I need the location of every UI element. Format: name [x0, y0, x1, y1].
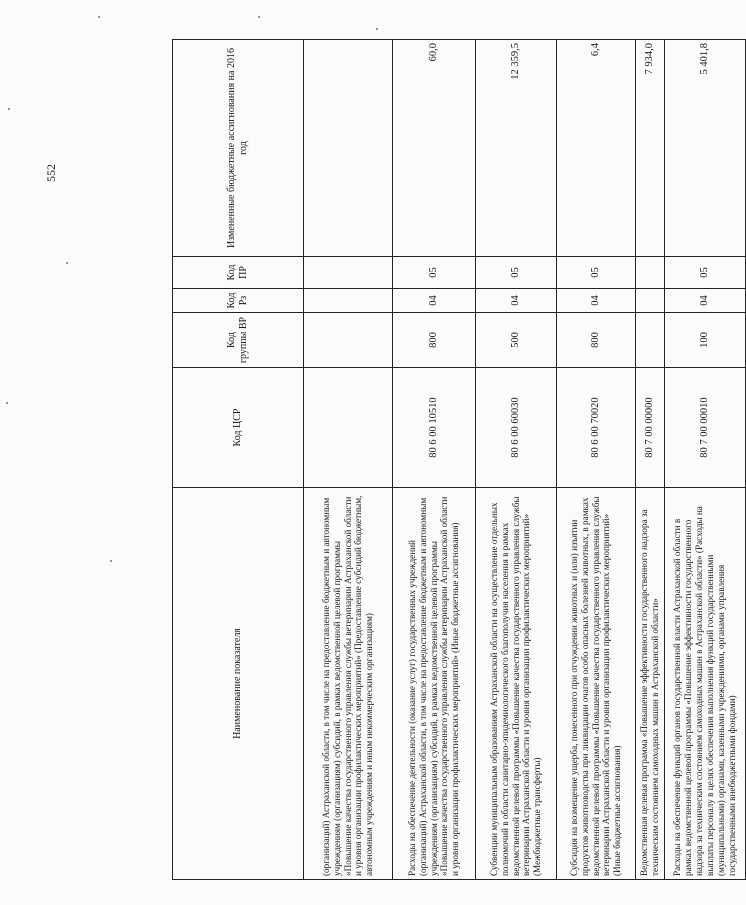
cell-rz: 04 [476, 289, 557, 313]
table-row [665, 40, 746, 880]
table-row [476, 40, 557, 880]
table-row [304, 40, 393, 880]
cell-name: Субсидия на возмещение ущерба, понесенного при отчуждении животных и (или) изъятии продуктов животноводства при ликвидации очагов особо опасных болезней животных, в рамках ведомственной целевой программы «Повышение качества государственного управления службы ветеринарии Астраханской области и уровня организации профилактических мероприятий» (Иные бюджетные ассигнования) [557, 488, 636, 880]
budget-table [172, 39, 746, 880]
header-csr: Код ЦСР [173, 368, 304, 488]
header-sum: Измененные бюджетные ассигнования на 2016 год [173, 40, 304, 257]
cell-rz: 04 [393, 289, 476, 313]
scan-speck [98, 16, 100, 18]
scan-speck [6, 402, 8, 404]
scan-speck [66, 262, 68, 264]
rotated-table-sheet [172, 40, 737, 880]
scan-speck [8, 108, 10, 110]
cell-csr: 80 6 00 70020 [557, 368, 636, 488]
cell-vr: 100 [665, 313, 746, 368]
cell-sum: 5 401,8 [665, 40, 746, 257]
cell-sum: 7 934,0 [636, 40, 665, 257]
cell-sum: 6,4 [557, 40, 636, 257]
cell-rz: 04 [665, 289, 746, 313]
cell-csr: 80 7 00 00000 [636, 368, 665, 488]
cell-name: Субвенции муниципальным образованиям Астраханской области на осуществление отдельных полномочий в области санитарно-эпидемиологического благополучия населения в рамках ведомственной целевой программы «Повышение качества государственного управления службы ветеринарии Астраханской области и уровня организации профилактических мероприятий» (Межбюджетные трансферты) [476, 488, 557, 880]
cell-pr [636, 257, 665, 289]
cell-vr: 500 [476, 313, 557, 368]
cell-csr: 80 6 00 10510 [393, 368, 476, 488]
cell-name: (организаций) Астраханской области, в том числе на предоставление бюджетным и автономным учреждениям (организациям) субсидий, в рамках ведомственной целевой программы «Повышение качества государственного управления службы ветеринарии Астраханской области и уровня организации профилактических мероприятий» (Предоставление субсидий бюджетным, автономным учреждениям и иным некоммерческим организациям) [304, 488, 393, 880]
cell-name: Ведомственная целевая программа «Повышение эффективности государственного надзора за техническим состоянием самоходных машин в Астраханской области» [636, 488, 665, 880]
scan-speck [376, 28, 378, 30]
table-row [557, 40, 636, 880]
cell-sum: 12 359,5 [476, 40, 557, 257]
scan-speck [110, 560, 112, 562]
cell-vr [304, 313, 393, 368]
cell-csr: 80 6 00 60030 [476, 368, 557, 488]
page-number: 552 [44, 164, 58, 182]
cell-pr: 05 [393, 257, 476, 289]
cell-sum [304, 40, 393, 257]
scan-speck [258, 16, 260, 18]
header-vr: Код группы ВР [173, 313, 304, 368]
header-pr: Код ПР [173, 257, 304, 289]
cell-vr: 800 [393, 313, 476, 368]
header-rz: Код Рз [173, 289, 304, 313]
cell-sum: 60,0 [393, 40, 476, 257]
table-row [636, 40, 665, 880]
cell-vr: 800 [557, 313, 636, 368]
cell-rz [304, 289, 393, 313]
cell-rz: 04 [557, 289, 636, 313]
cell-name: Расходы на обеспечение деятельности (оказание услуг) государственных учреждений (организаций) Астраханской области, в том числе на предоставление бюджетным и автономным учреждениям (организациям) субсидий, в рамках ведомственной целевой программы «Повышение качества государственного управления службы ветеринарии Астраханской области и уровня организации профилактических мероприятий» (Иные бюджетные ассигнования) [393, 488, 476, 880]
cell-csr [304, 368, 393, 488]
table-header-row [173, 40, 304, 880]
cell-vr [636, 313, 665, 368]
cell-pr [304, 257, 393, 289]
cell-pr: 05 [476, 257, 557, 289]
header-name: Наименование показателя [173, 488, 304, 880]
cell-pr: 05 [665, 257, 746, 289]
cell-rz [636, 289, 665, 313]
table-row [393, 40, 476, 880]
cell-pr: 05 [557, 257, 636, 289]
cell-name: Расходы на обеспечение функций органов государственной власти Астраханской области в рамках ведомственной целевой программы «Повышение эффективности государственного надзора за техническим состоянием самоходных машин в Астраханской области» (Расходы на выплаты персоналу в целях обеспечения выполнения функций государственными (муниципальными) органами, казенными учреждениями, органами управления государственными внебюджетными фондами) [665, 488, 746, 880]
cell-csr: 80 7 00 00010 [665, 368, 746, 488]
